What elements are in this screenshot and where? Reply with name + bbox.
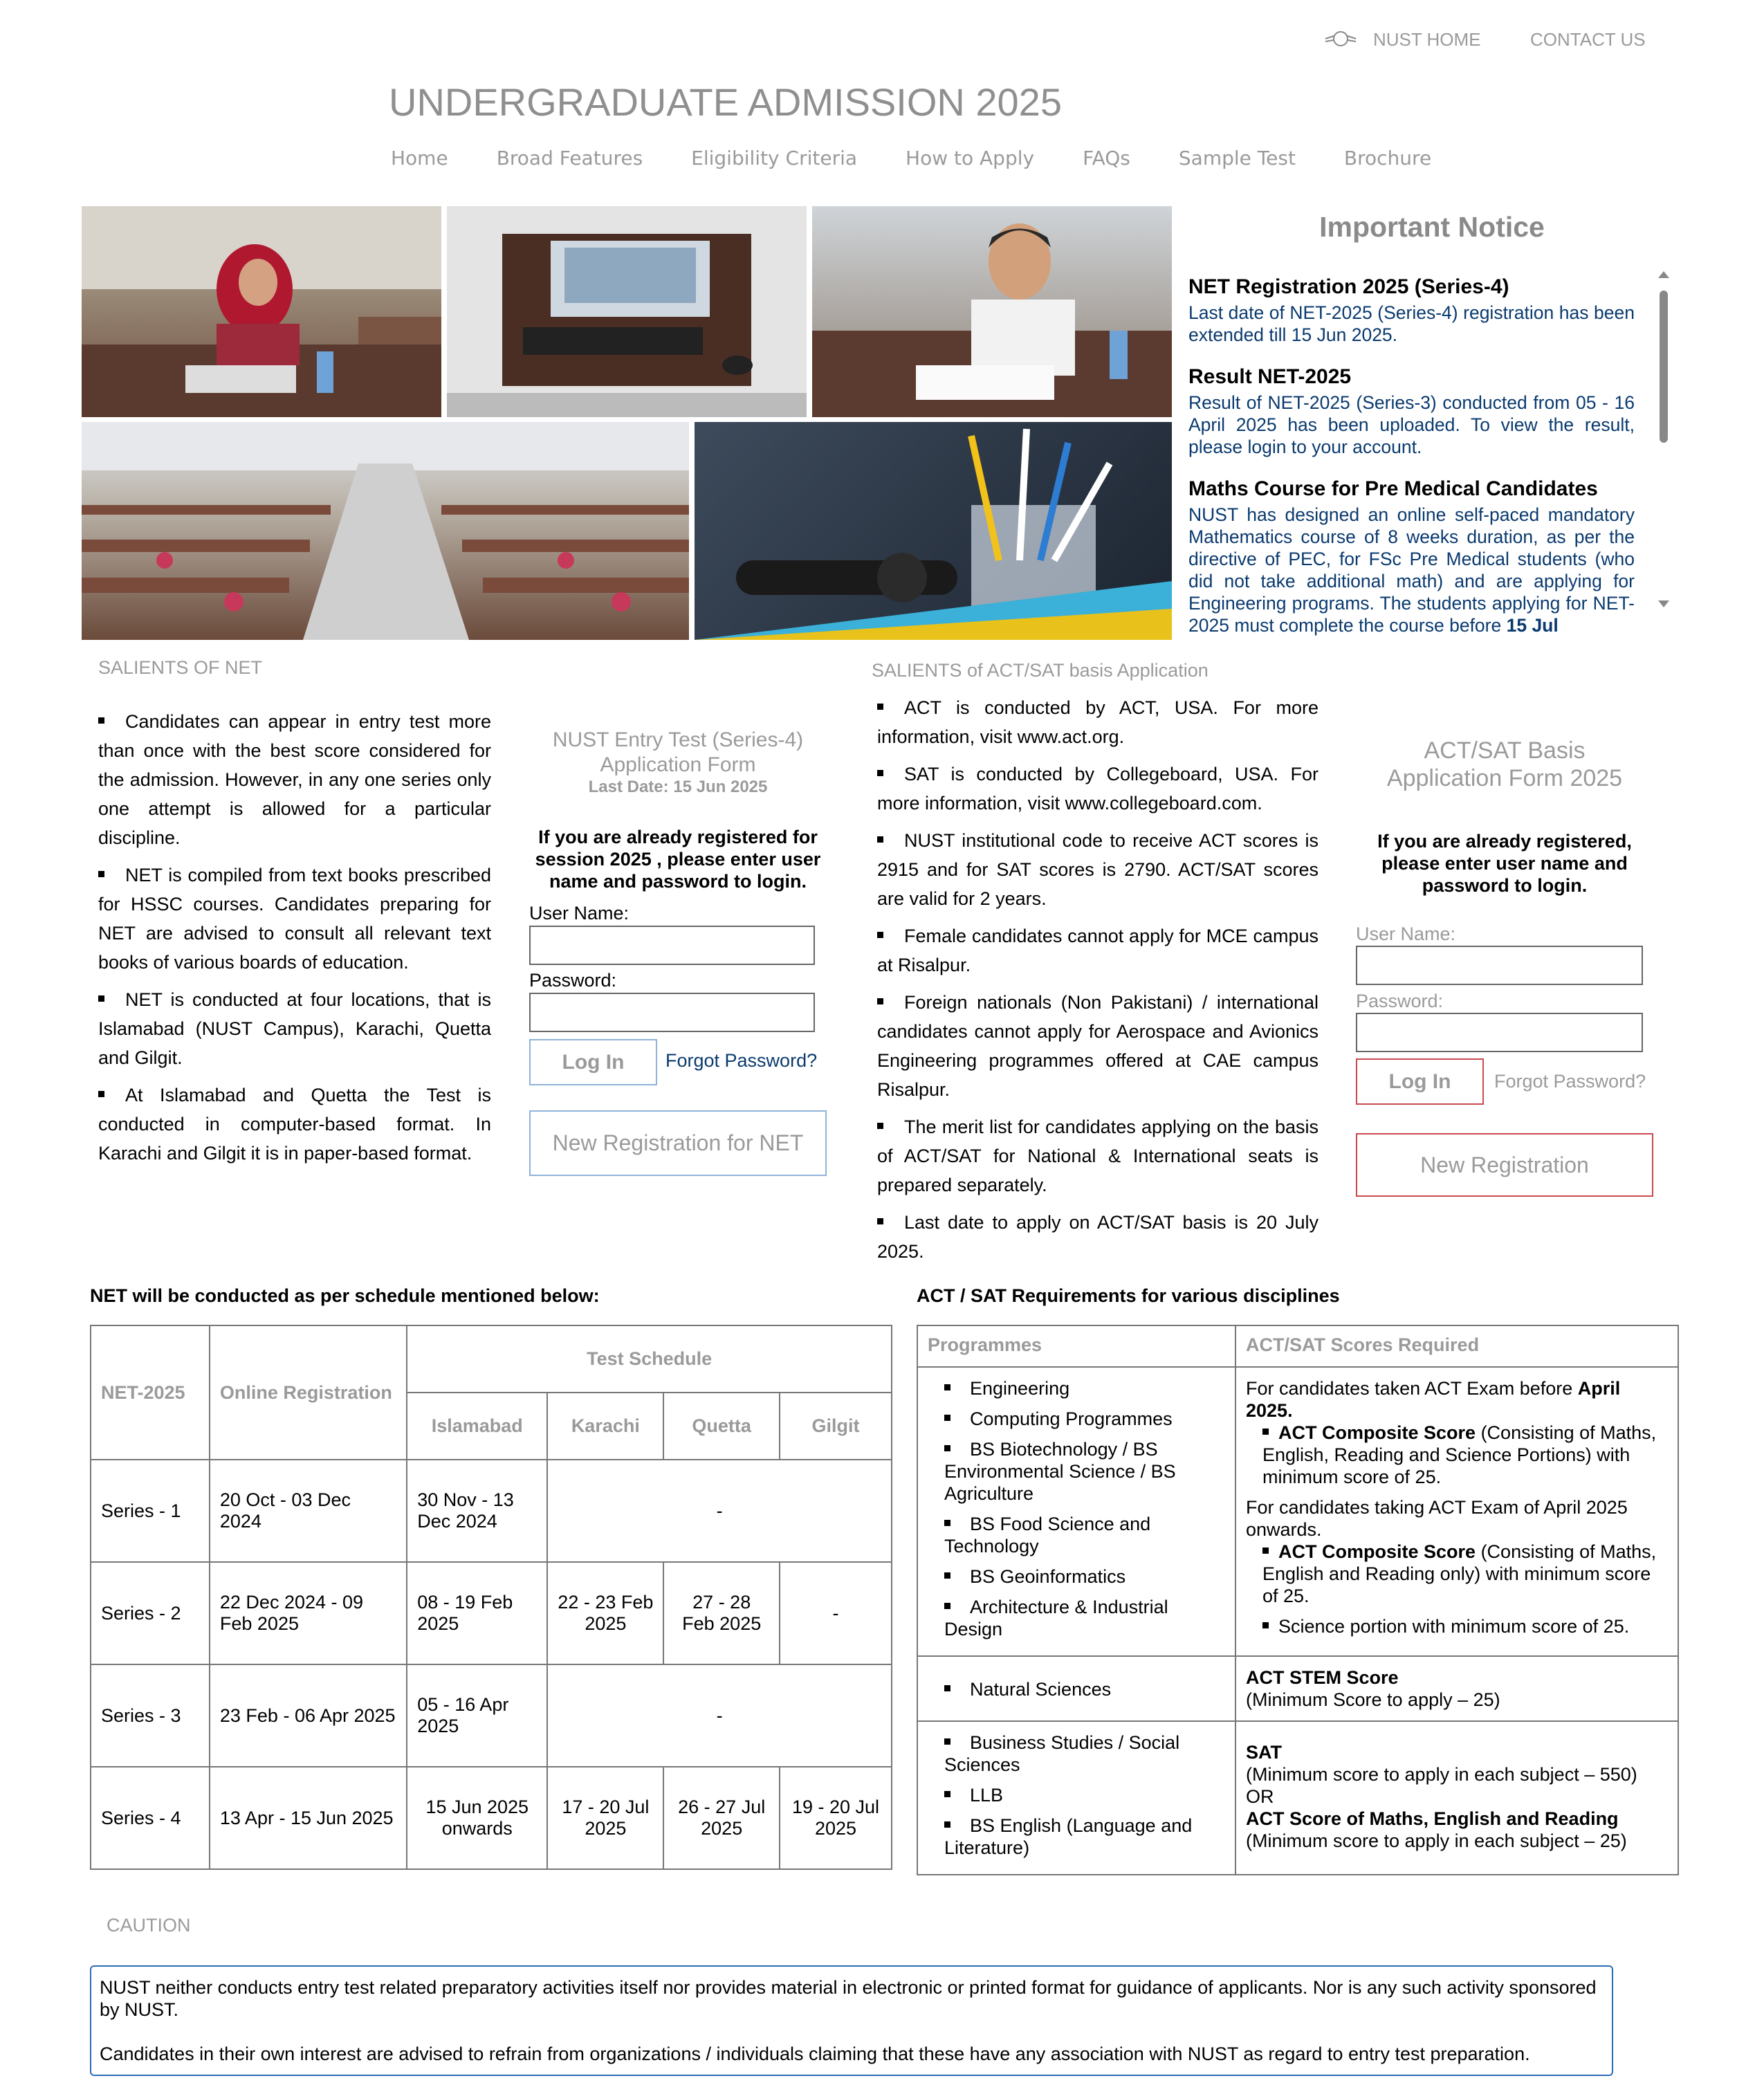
act-password-label: Password: — [1356, 991, 1444, 1011]
table-row — [917, 1721, 1678, 1875]
list-item: Last date to apply on ACT/SAT basis is 20 July 2025. — [877, 1212, 1319, 1262]
bullet-icon — [944, 1821, 950, 1828]
cell-online: 23 Feb - 06 Apr 2025 — [210, 1664, 407, 1767]
notice-text: Last date of NET-2025 (Series-4) registration has been extended till 15 Jun 2025. — [1188, 302, 1635, 345]
bullet-icon — [98, 871, 104, 877]
caution-box — [90, 1965, 1613, 2076]
bullet-icon — [944, 1791, 950, 1797]
salients-net-heading: SALIENTS OF NET — [98, 657, 263, 678]
cell-quetta: 27 - 28 Feb 2025 — [663, 1562, 780, 1664]
cell-quetta: 26 - 27 Jul 2025 — [663, 1767, 780, 1869]
nav-how-to-apply[interactable]: How to Apply — [906, 147, 1035, 169]
cell-islamabad: 15 Jun 2025 onwards — [407, 1767, 547, 1869]
cell-islamabad: 05 - 16 Apr 2025 — [407, 1664, 547, 1767]
bullet-icon — [877, 770, 883, 776]
nav-eligibility-criteria[interactable]: Eligibility Criteria — [691, 147, 858, 169]
col-scores-required: ACT/SAT Scores Required — [1235, 1325, 1678, 1367]
act-login-button[interactable]: Log In — [1356, 1058, 1484, 1105]
col-islamabad: Islamabad — [407, 1393, 547, 1460]
list-item: Business Studies / Social Sciences — [944, 1732, 1180, 1775]
cell-islamabad: 08 - 19 Feb 2025 — [407, 1562, 547, 1664]
list-item: BS Geoinformatics — [944, 1565, 1225, 1588]
cell-online: 20 Oct - 03 Dec 2024 — [210, 1460, 407, 1562]
bullet-icon — [944, 1520, 950, 1526]
photo-male-student-writing — [812, 206, 1172, 417]
cell-scores: SAT (Minimum score to apply in each subject – 550) OR ACT Score of Maths, English and Reading (Minimum score to apply in each subject – 25) — [1235, 1721, 1678, 1875]
salients-act-list — [877, 693, 1319, 1274]
photo-student-computer-test — [82, 206, 441, 417]
notice-scroll-area[interactable] — [1188, 275, 1635, 636]
list-item: Foreign nationals (Non Pakistani) / international candidates cannot apply for Aerospace and Avionics Engineering programmes offered at CAE campus Risalpur. — [877, 992, 1319, 1100]
caution-text: Candidates in their own interest are advised to refrain from organizations / individuals claiming that these have any association with NUST as regard to entry test preparation. — [100, 2044, 1530, 2064]
notice-heading: NET Registration 2025 (Series-4) — [1188, 275, 1509, 298]
cell-online: 22 Dec 2024 - 09 Feb 2025 — [210, 1562, 407, 1664]
col-programmes: Programmes — [917, 1325, 1235, 1367]
act-new-registration-button[interactable]: New Registration — [1356, 1133, 1653, 1197]
list-item: At Islamabad and Quetta the Test is conducted in computer-based format. In Karachi and Gilgit it is in paper-based format. — [98, 1085, 491, 1164]
net-username-input[interactable] — [529, 926, 815, 965]
cell-programmes — [917, 1367, 1235, 1656]
bullet-icon — [877, 1218, 883, 1224]
table-row — [91, 1460, 892, 1562]
cell-karachi: 17 - 20 Jul 2025 — [547, 1767, 663, 1869]
bullet-icon — [944, 1572, 950, 1579]
act-forgot-password-link[interactable]: Forgot Password? — [1494, 1071, 1646, 1092]
photo-computer-desk — [447, 206, 807, 417]
net-password-label: Password: — [529, 970, 617, 991]
col-karachi: Karachi — [547, 1393, 663, 1460]
list-item: NET is compiled from text books prescribed for HSSC courses. Candidates preparing for NET are advised to consult all relevant text books of various boards of education. — [98, 865, 491, 973]
salients-net-list — [98, 707, 491, 1176]
cell-series: Series - 1 — [91, 1460, 210, 1562]
cell-karachi: 22 - 23 Feb 2025 — [547, 1562, 663, 1664]
list-item: LLB — [944, 1784, 1225, 1806]
net-new-registration-button[interactable]: New Registration for NET — [529, 1110, 827, 1176]
nav-faqs[interactable]: FAQs — [1083, 147, 1130, 169]
notice-heading: Result NET-2025 — [1188, 365, 1352, 388]
net-schedule-table — [90, 1325, 892, 1870]
list-item: BS Food Science and Technology — [944, 1514, 1151, 1556]
notice-title: Important Notice — [1319, 211, 1545, 243]
bullet-icon — [944, 1603, 950, 1609]
main-nav — [391, 147, 1480, 169]
list-item: Engineering — [944, 1377, 1225, 1399]
nav-broad-features[interactable]: Broad Features — [496, 147, 643, 169]
bullet-icon — [944, 1738, 950, 1745]
net-password-input[interactable] — [529, 993, 815, 1032]
bullet-icon — [944, 1445, 950, 1451]
list-item: ACT is conducted by ACT, USA. For more information, visit www.act.org. — [877, 697, 1319, 747]
list-item: NET is conducted at four locations, that is Islamabad (NUST Campus), Karachi, Quetta and Gilgit. — [98, 989, 491, 1068]
act-form-title: ACT/SAT Basis Application Form 2025 — [1386, 737, 1623, 791]
bullet-icon — [98, 1091, 104, 1097]
nust-logo-icon — [1323, 28, 1359, 50]
act-form-note: If you are already registered, please enter user name and password to login. — [1377, 831, 1632, 896]
table-row — [91, 1562, 892, 1664]
col-gilgit: Gilgit — [780, 1393, 892, 1460]
cell-online: 13 Apr - 15 Jun 2025 — [210, 1767, 407, 1869]
cell-islamabad: 30 Nov - 13 Dec 2024 — [407, 1460, 547, 1562]
act-requirements-table — [917, 1325, 1679, 1875]
cell-series: Series - 3 — [91, 1664, 210, 1767]
list-item: Candidates can appear in entry test more than once with the best score considered for the admission. However, in any one series only one attempt is allowed for a particular discipline. — [98, 711, 491, 848]
nav-brochure[interactable]: Brochure — [1343, 147, 1432, 169]
cell-series: Series - 4 — [91, 1767, 210, 1869]
cell-scores: ACT STEM Score (Minimum Score to apply – 25) — [1235, 1656, 1678, 1721]
page-title: UNDERGRADUATE ADMISSION 2025 — [389, 80, 1062, 124]
bullet-icon — [944, 1384, 950, 1390]
cell-scores: For candidates taken ACT Exam before April 2025. ACT Composite Score (Consisting of Maths, English, Reading and Science Portions) with minimum score of 25. For candidates taking ACT Exam of April 2025 onwards. ACT Composite Score (Consisting of Maths, English and Reading only) with minimum score of 25. Science portion with minimum score of 25. — [1235, 1367, 1678, 1656]
bullet-icon — [877, 1123, 883, 1129]
list-item: Architecture & Industrial Design — [944, 1597, 1168, 1640]
act-username-label: User Name: — [1356, 924, 1456, 944]
bullet-icon — [1262, 1622, 1269, 1628]
list-item: Computing Programmes — [944, 1408, 1225, 1430]
col-net-2025: NET-2025 — [91, 1325, 210, 1460]
bullet-icon — [877, 704, 883, 710]
cell-gilgit: - — [780, 1562, 892, 1664]
list-item: The merit list for candidates applying on the basis of ACT/SAT for National & International seats is prepared separately. — [877, 1117, 1319, 1195]
cell-programmes — [917, 1721, 1235, 1875]
notice-text: NUST has designed an online self-paced mandatory Mathematics course of 8 weeks duration, as per the directive of PEC, for FSc Pre Medical students (who did not take additional math) and are applying for Engineering programs. The students applying for NET-2025 must complete the course before 15 Jul — [1188, 504, 1635, 636]
net-forgot-password-link[interactable]: Forgot Password? — [665, 1050, 818, 1071]
photo-pens-microphone — [695, 422, 1172, 640]
net-form-note: If you are already registered for session 2025 , please enter user name and password to login. — [535, 827, 821, 892]
photo-exam-hall — [82, 422, 689, 640]
notice-scrollbar[interactable] — [1655, 270, 1672, 616]
caution-heading: CAUTION — [107, 1915, 191, 1936]
col-test-schedule: Test Schedule — [407, 1325, 892, 1393]
col-quetta: Quetta — [663, 1393, 780, 1460]
cell-gilgit: 19 - 20 Jul 2025 — [780, 1767, 892, 1869]
net-form-last-date: Last Date: 15 Jun 2025 — [588, 778, 768, 796]
list-item: Natural Sciences — [944, 1678, 1225, 1700]
net-schedule-heading: NET will be conducted as per schedule mentioned below: — [90, 1285, 600, 1306]
net-username-label: User Name: — [529, 903, 630, 924]
nust-home-link[interactable]: NUST HOME — [1373, 29, 1481, 50]
caution-text: NUST neither conducts entry test related preparatory activities itself nor provides material in electronic or printed format for guidance of applicants. Nor is any such activity sponsored by NUST. — [100, 1977, 1597, 2020]
list-item: BS Biotechnology / BS Environmental Science / BS Agriculture — [944, 1439, 1176, 1504]
salients-act-heading: SALIENTS of ACT/SAT basis Application — [872, 660, 1209, 681]
contact-us-link[interactable]: CONTACT US — [1530, 29, 1646, 50]
table-row — [91, 1767, 892, 1869]
table-row — [917, 1656, 1678, 1721]
net-form-title: NUST Entry Test (Series-4) Application Form — [552, 728, 804, 776]
act-username-input[interactable] — [1356, 946, 1643, 985]
notice-text: Result of NET-2025 (Series-3) conducted from 05 - 16 April 2025 has been uploaded. To view the result, please login to your account. — [1188, 392, 1635, 457]
bullet-icon — [98, 995, 104, 1002]
notice-heading: Maths Course for Pre Medical Candidates — [1188, 477, 1598, 500]
bullet-icon — [98, 717, 104, 724]
net-login-button[interactable]: Log In — [529, 1039, 657, 1085]
col-online-registration: Online Registration — [210, 1325, 407, 1460]
bullet-icon — [944, 1415, 950, 1421]
act-password-input[interactable] — [1356, 1013, 1643, 1052]
cell-series: Series - 2 — [91, 1562, 210, 1664]
cell-merged: - — [547, 1664, 892, 1767]
bullet-icon — [1262, 1547, 1269, 1554]
cell-merged: - — [547, 1460, 892, 1562]
table-row — [917, 1367, 1678, 1656]
list-item: Female candidates cannot apply for MCE campus at Risalpur. — [877, 926, 1319, 975]
bullet-icon — [944, 1685, 950, 1691]
cell-programmes — [917, 1656, 1235, 1721]
bullet-icon — [877, 998, 883, 1004]
list-item: BS English (Language and Literature) — [944, 1815, 1193, 1858]
bullet-icon — [877, 836, 883, 843]
list-item: NUST institutional code to receive ACT scores is 2915 and for SAT scores is 2790. ACT/SAT scores are valid for 2 years. — [877, 830, 1319, 909]
act-requirements-heading: ACT / SAT Requirements for various disciplines — [917, 1285, 1340, 1306]
list-item: SAT is conducted by Collegeboard, USA. For more information, visit www.collegeboard.com. — [877, 764, 1319, 814]
bullet-icon — [877, 932, 883, 938]
nav-sample-test[interactable]: Sample Test — [1178, 147, 1296, 169]
table-row — [91, 1664, 892, 1767]
bullet-icon — [1262, 1429, 1269, 1435]
nav-home[interactable]: Home — [391, 147, 448, 169]
